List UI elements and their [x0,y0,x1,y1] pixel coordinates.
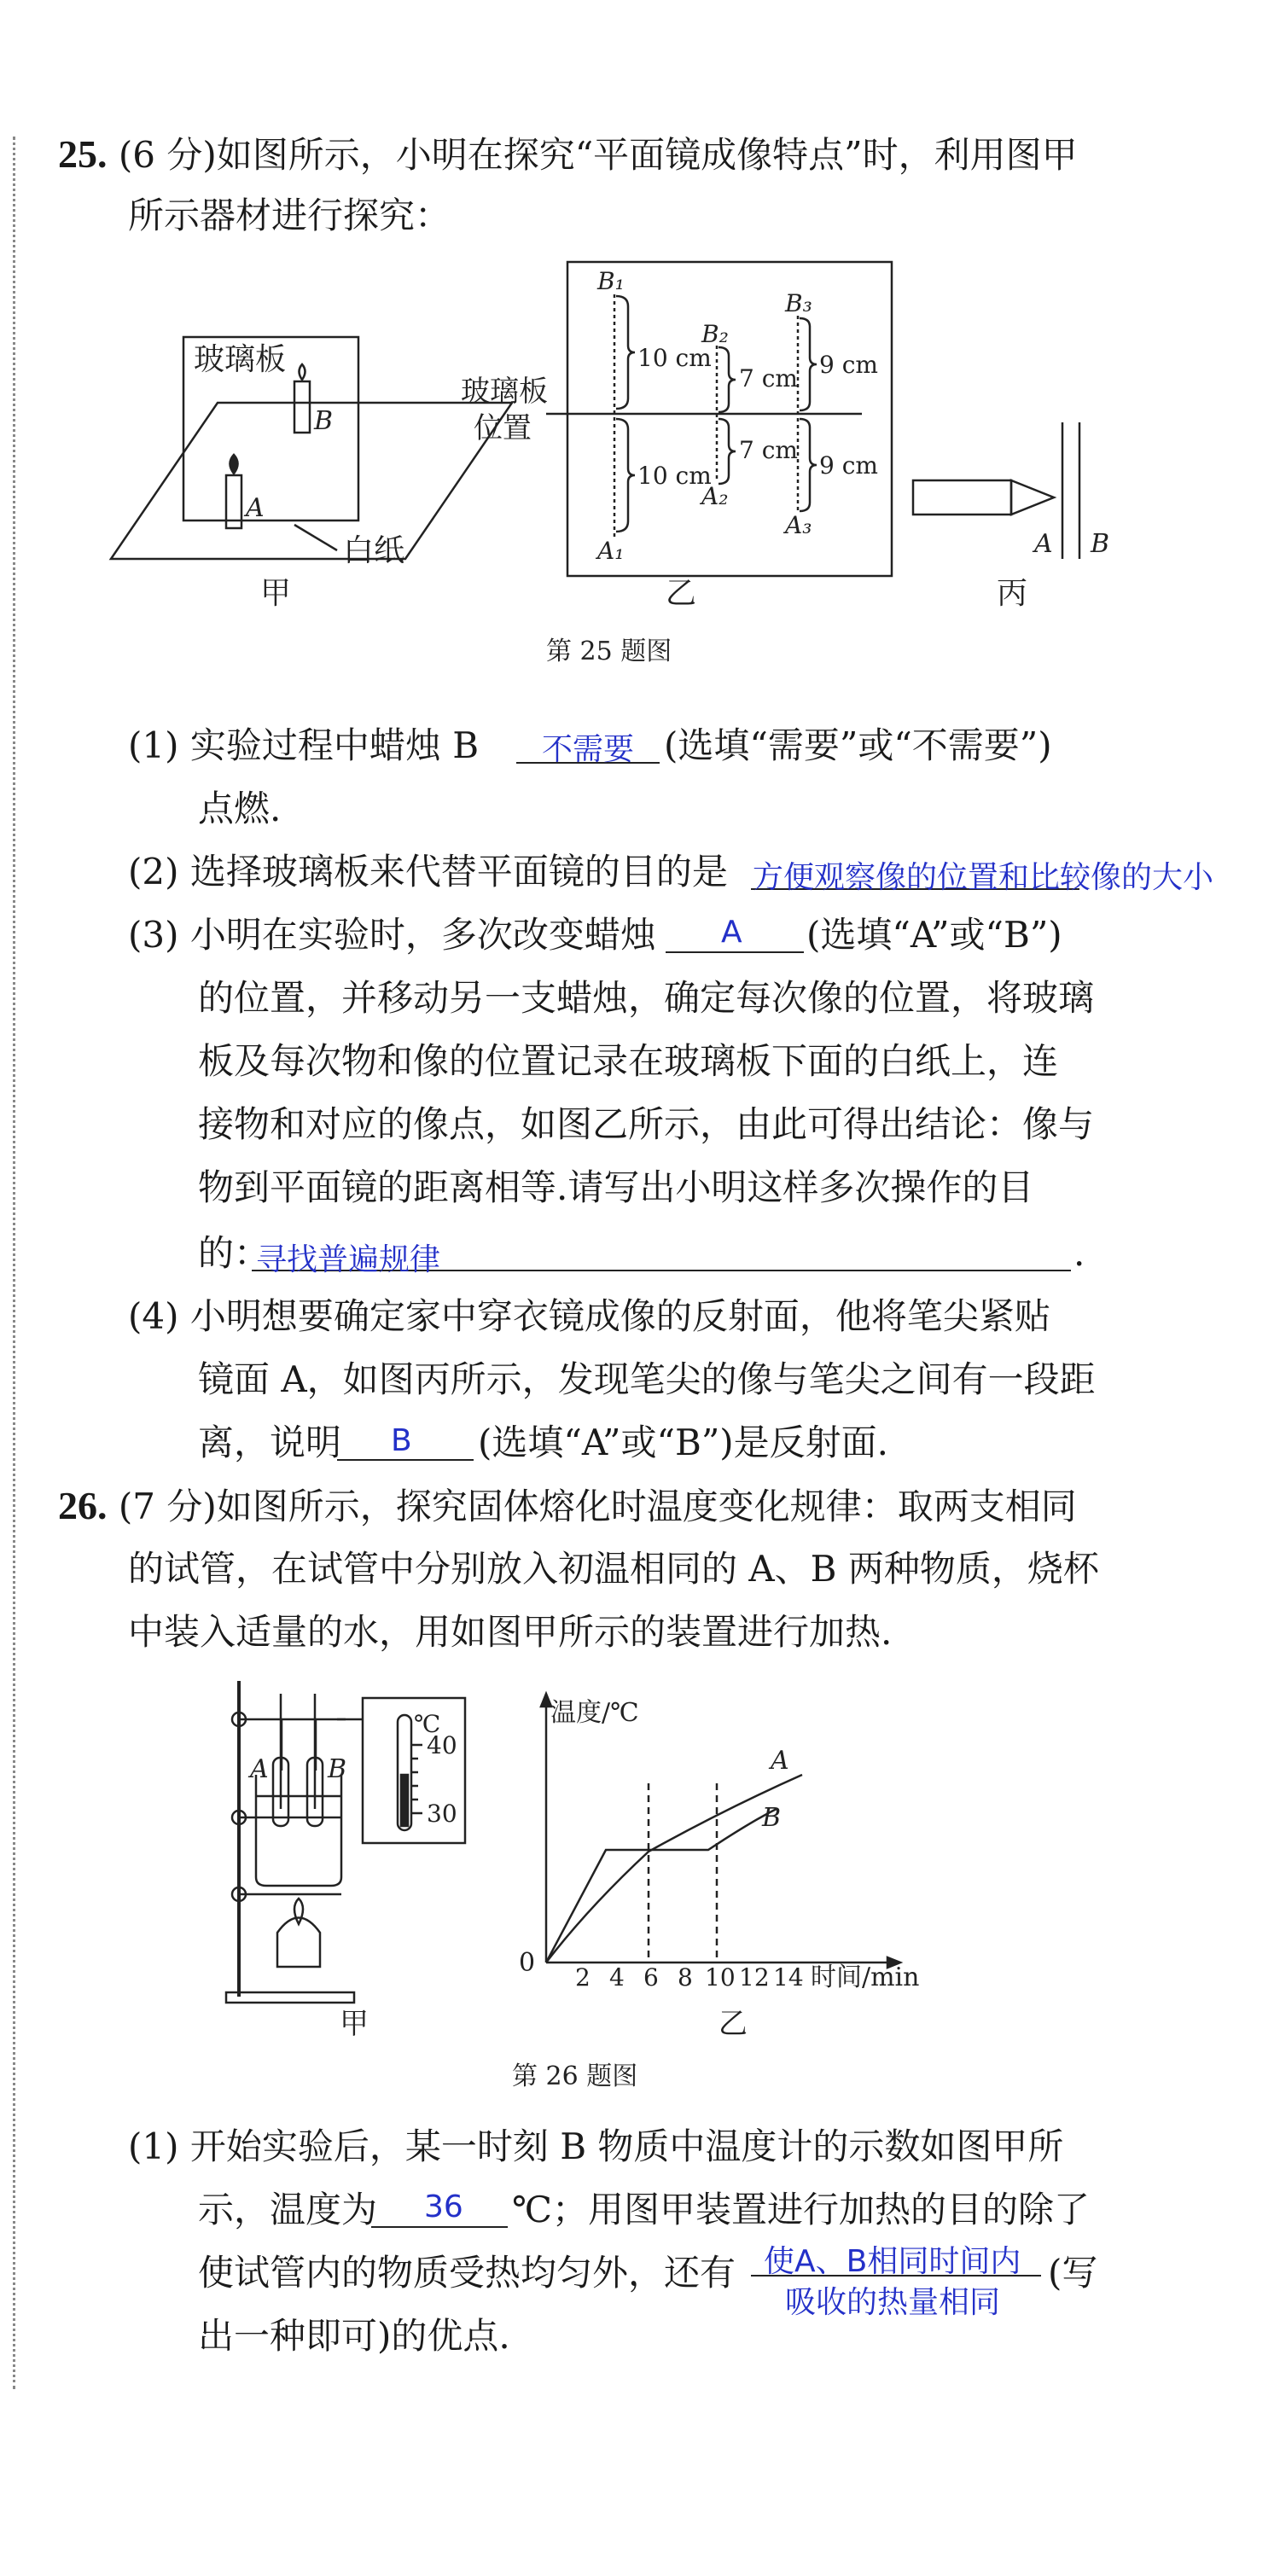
yi-distance-bottom-1: 10 cm [637,462,712,490]
q25-intro-line2: 所示器材进行探究： [128,195,451,236]
q26-p1-line2: 示，温度为 [198,2189,378,2230]
yi-caption: 乙 [666,576,697,611]
yi-brace-bottom-2 [719,419,736,484]
q25-p4-line3-after: (选填“A”或“B”)是反射面. [478,1422,889,1463]
q25-p4-line2: 镜面 A，如图丙所示，发现笔尖的像与笔尖之间有一段距 [198,1358,1096,1400]
q25-p3-line3: 板及每次物和像的位置记录在玻璃板下面的白纸上，连 [198,1040,1059,1082]
iron-stand-base [226,1992,354,2003]
yi-tick-2: 2 [575,1963,591,1992]
q25-figure-yi [546,262,892,576]
jia-candle-a-label: A [246,493,265,523]
q25-p3-answer2: 寻找普遍规律 [256,1242,441,1277]
jia-candle-b-label: B [314,406,334,436]
yi-brace-top-1 [616,296,635,409]
q26-intro-line2: 的试管，在试管中分别放入初温相同的 A、B 两种物质，烧杯 [128,1548,1099,1590]
q25-p2-answer: 方便观察像的位置和比较像的大小 [753,860,1214,895]
yi-tick-6: 6 [643,1963,659,1992]
q26-p1-blank2 [751,2275,1041,2277]
yi-distance-top-1: 10 cm [637,344,712,372]
yi-series-b-label: B [762,1803,782,1833]
yi-brace-bottom-3 [800,419,817,511]
q26-p1-line1: (1) 开始实验后，某一时刻 B 物质中温度计的示数如图甲所 [128,2125,1064,2167]
pen-body [913,480,1011,515]
yi-brace-top-2 [719,347,736,412]
q26-intro-text: (7 分)如图所示，探究固体熔化时温度变化规律：取两支相同 [118,1486,1077,1527]
bing-label-b: B [1091,529,1110,559]
jia-glass-label: 玻璃板 [194,342,287,377]
yi-caption: 乙 [719,2007,748,2041]
q26-p1-blank1 [371,2226,508,2228]
beaker [256,1775,341,1886]
yi-brace-top-3 [800,318,817,410]
q26-p1-line3: 使试管内的物质受热均匀外，还有 [198,2252,736,2294]
yi-origin: 0 [519,1948,536,1978]
q25-intro-text: (6 分)如图所示，小明在探究“平面镜成像特点”时，利用图甲 [118,134,1078,176]
q25-figure [0,252,1280,695]
yi-distance-top-2: 7 cm [739,364,798,393]
q25-p1-hint: (选填“需要”或“不需要”) [664,724,1052,766]
yi-tick-12: 12 [739,1963,770,1992]
candle-a-flame [230,455,238,474]
yi-brace-bottom-1 [616,419,635,532]
q26-number: 26. [58,1484,108,1527]
q25-p3-period: . [1073,1232,1085,1274]
candle-b [294,381,310,433]
q26-p1-line2-after: ℃；用图甲装置进行加热的目的除了 [512,2189,1090,2230]
q25-p3-line6: 的： [198,1232,271,1274]
lamp-flame [294,1899,303,1924]
q25-p3-line5: 物到平面镜的距离相等.请写出小明这样多次操作的目 [198,1166,1034,1208]
thermo-40: 40 [427,1731,457,1759]
curve-b [546,1809,777,1963]
q26-figure-yi [541,1694,900,1968]
jia-label-b: B [328,1754,347,1784]
q25-p3-line2: 的位置，并移动另一支蜡烛，确定每次像的位置，将玻璃 [198,977,1095,1019]
yi-x-label: 时间/min [811,1963,920,1992]
q25-p3-line4: 接物和对应的像点，如图乙所示，由此可得出结论：像与 [198,1103,1095,1145]
q25-figure-bing [913,422,1079,559]
q26-figure [0,1668,1280,2095]
yi-label-b1: B₁ [597,267,625,295]
yi-label-a3: A₃ [785,511,812,539]
thermo-30: 30 [427,1800,457,1828]
q25-p2-label: (2) 选择玻璃板来代替平面镜的目的是 [128,851,728,893]
yi-tick-14: 14 [773,1963,804,1992]
q25-p3-hint: (选填“A”或“B”) [806,914,1062,956]
q26-p1-answer2-line1: 使A、B相同时间内 [764,2244,1021,2279]
pen-tip [1011,480,1054,515]
q25-p4-answer: B [391,1423,412,1458]
yi-tick-10: 10 [705,1963,736,1992]
q26-p1-answer2-line2: 吸收的热量相同 [785,2285,1001,2320]
paper-pointer [294,525,337,550]
bing-caption: 丙 [997,576,1028,611]
q25-p4-blank [337,1459,474,1461]
bing-label-a: A [1034,529,1053,559]
q25-intro-line1 [58,132,1078,176]
q26-p1-line3-after: (写 [1048,2252,1098,2294]
jia-caption: 甲 [260,576,292,611]
yi-y-label: 温度/℃ [550,1698,639,1728]
q25-p3-answer1: A [721,915,742,950]
q26-figure-caption: 第 26 题图 [512,2061,638,2091]
q25-p1-label: (1) 实验过程中蜡烛 B [128,724,480,766]
q26-p1-answer1: 36 [424,2189,463,2224]
yi-label-b3: B₃ [785,289,812,317]
yi-distance-top-3: 9 cm [819,351,878,379]
candle-b-flame [300,364,305,380]
yi-tick-4: 4 [609,1963,625,1992]
yi-series-a-label: A [771,1746,789,1776]
yi-distance-bottom-2: 7 cm [739,436,798,464]
yi-label-a2: A₂ [701,482,729,510]
thermometer-liquid [401,1775,408,1826]
yi-glass-position-line1: 玻璃板 [461,375,548,409]
q26-intro-line3: 中装入适量的水，用如图甲所示的装置进行加热. [128,1611,893,1653]
jia-paper-label: 白纸 [343,533,405,568]
q25-p4-line1: (4) 小明想要确定家中穿衣镜成像的反射面，他将笔尖紧贴 [128,1295,1050,1337]
yi-distance-bottom-3: 9 cm [819,451,878,480]
q25-figure-caption: 第 25 题图 [546,637,672,666]
q25-p4-line3: 离，说明 [198,1422,342,1463]
yi-tick-8: 8 [678,1963,693,1992]
yi-label-b2: B₂ [701,320,729,348]
q25-number: 25. [58,132,108,176]
q25-p1-answer: 不需要 [542,732,635,767]
jia-label-a: A [250,1754,269,1784]
jia-caption: 甲 [340,2007,369,2041]
q25-figure-jia [111,337,512,559]
yi-label-a1: A₁ [597,537,625,565]
yi-glass-position-line2: 位置 [474,411,532,445]
q26-p1-line4: 出一种即可)的优点. [198,2315,510,2357]
thermo-unit: ℃ [414,1710,441,1738]
q25-p3-blank1 [666,951,804,953]
q26-intro-line1 [58,1484,1077,1527]
q25-p3-label: (3) 小明在实验时，多次改变蜡烛 [128,914,656,956]
q25-p1-line2: 点燃. [198,788,282,829]
